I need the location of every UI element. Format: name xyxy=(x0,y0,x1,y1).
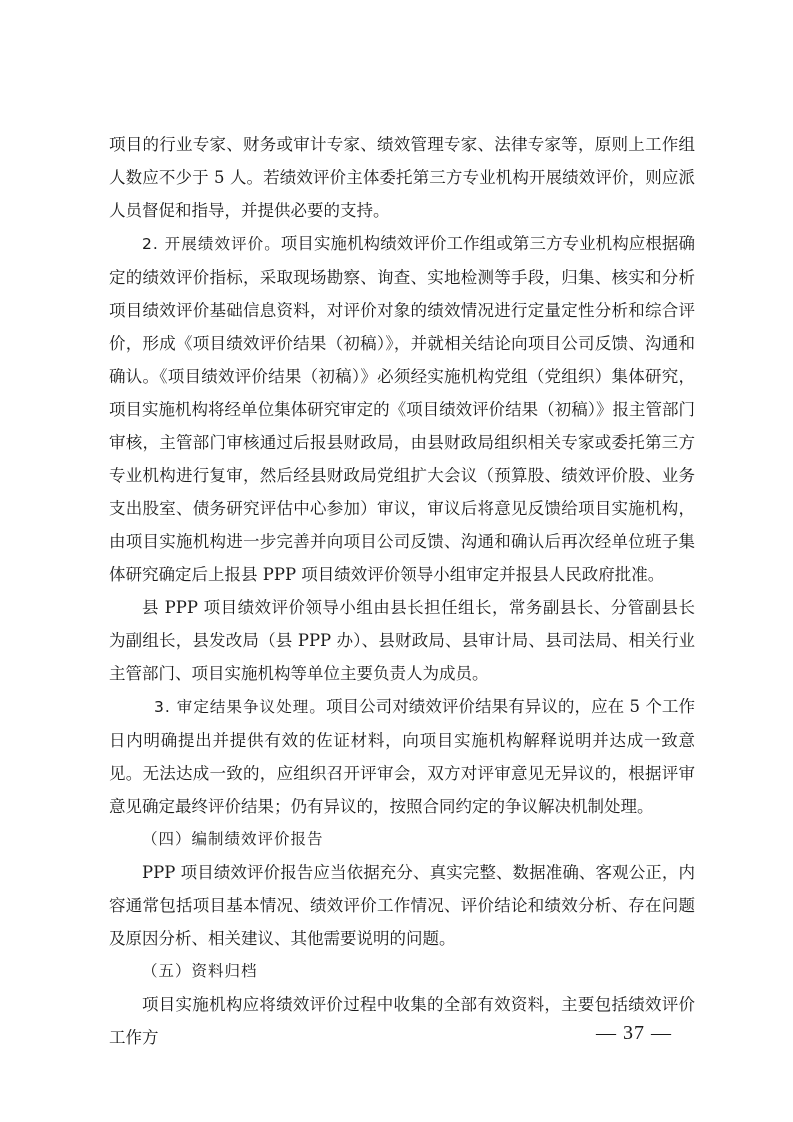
item-3-body: 项目公司对绩效评价结果有异议的，应在 5 个工作日内明确提出并提供有效的佐证材料，向项目实施机构解释说明并达成一致意见。无法达成一致的，应组织召开评审会，双方对评审意见无异议的，根据评审意见确定最终评价结果；仍有异议的，按照合同约定的争议解决机制处理。 xyxy=(109,697,695,816)
paragraph-leading-group: 县 PPP 项目绩效评价领导小组由县长担任组长，常务副县长、分管副县长为副组长，县发改局（县 PPP 办）、县财政局、县审计局、县司法局、相关行业主管部门、项目实施机构等单位主要负责人为成员。 xyxy=(109,598,695,683)
paragraph-conduct-evaluation xyxy=(109,227,695,591)
item-2-lead: 2. 开展绩效评价。 xyxy=(142,235,281,253)
section-heading-report: （四）编制绩效评价报告 xyxy=(142,830,324,848)
document-body xyxy=(109,128,695,1054)
paragraph-continued: 项目的行业专家、财务或审计专家、绩效管理专家、法律专家等，原则上工作组人数应不少于 5 人。若绩效评价主体委托第三方专业机构开展绩效评价，则应派人员督促和指导，并提供必要的支持。 xyxy=(109,135,695,220)
item-2-body: 项目实施机构绩效评价工作组或第三方专业机构应根据确定的绩效评价指标，采取现场勘察、询查、实地检测等手段，归集、核实和分析项目绩效评价基础信息资料，对评价对象的绩效情况进行定量定性分析和综合评价，形成《项目绩效评价结果（初稿）》，并就相关结论向项目公司反馈、沟通和确认。《项目绩效评价结果（初稿）》必须经实施机构党组（党组织）集体研究，项目实施机构将经单位集体研究审定的《项目绩效评价结果（初稿）》报主管部门审核，主管部门审核通过后报县财政局，由县财政局组织相关专家或委托第三方专业机构进行复审，然后经县财政局党组扩大会议（预算股、绩效评价股、业务支出股室、债务研究评估中心参加）审议，审议后将意见反馈给项目实施机构，由项目实施机构进一步完善并向项目公司反馈、沟通和确认后再次经单位班子集体研究确定后上报县 PPP 项目绩效评价领导小组审定并报县人民政府批准。 xyxy=(109,234,696,584)
page-number: — 37 — xyxy=(596,1022,672,1044)
section-heading-archive: （五）资料归档 xyxy=(142,962,258,980)
paragraph-dispute-handling xyxy=(109,690,695,823)
paragraph-archive: 项目实施机构应将绩效评价过程中收集的全部有效资料，主要包括绩效评价工作方 xyxy=(109,995,695,1047)
paragraph-report-content: PPP 项目绩效评价报告应当依据充分、真实完整、数据准确、客观公正，内容通常包括项目基本情况、绩效评价工作情况、评价结论和绩效分析、存在问题及原因分析、相关建议、其他需要说明的问题。 xyxy=(109,863,695,948)
item-3-lead: 3. 审定结果争议处理。 xyxy=(154,698,326,716)
